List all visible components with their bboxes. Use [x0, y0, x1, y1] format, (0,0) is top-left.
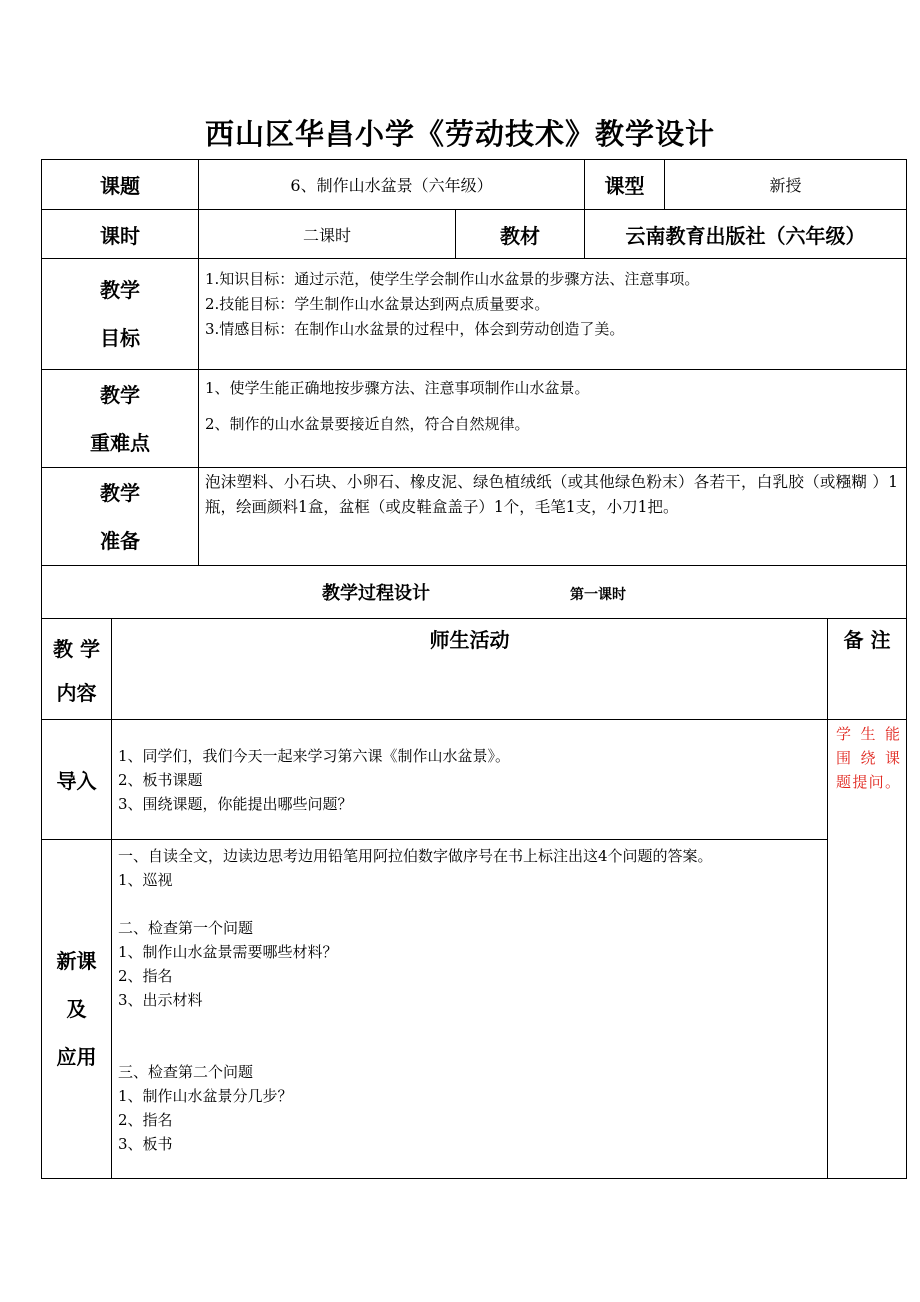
activity-column-header: 师生活动 [112, 619, 828, 720]
new-lesson-label-line1: 新课 [56, 949, 97, 973]
process-title-row [42, 566, 907, 619]
activity-line: 1、巡视 [118, 871, 173, 889]
topic-row [42, 160, 907, 210]
new-lesson-label-line3: 应用 [56, 1045, 97, 1069]
preparation-label-line1: 教学 [100, 480, 140, 505]
note-column-header: 备 注 [828, 619, 907, 720]
note-line: 学 生 能 [836, 725, 900, 743]
intro-row [42, 720, 907, 840]
activity-line: 1、制作山水盆景分几步？ [118, 1087, 293, 1105]
activity-line: 2、指名 [118, 967, 173, 985]
intro-line: 1、同学们，我们今天一起来学习第六课《制作山水盆景》。 [118, 746, 511, 765]
activity-line: 1、制作山水盆景需要哪些材料？ [118, 943, 338, 961]
type-label: 课型 [585, 160, 665, 210]
new-lesson-label-line2: 及 [66, 997, 87, 1021]
intro-line: 3、围绕课题，你能提出哪些问题？ [118, 794, 353, 813]
note-line: 围 绕 课 [836, 749, 900, 767]
content-column-header [42, 619, 112, 720]
key-points-row [42, 370, 907, 468]
lesson-number: 第一课时 [570, 587, 626, 603]
preparation-content: 泡沫塑料、小石块、小卵石、橡皮泥、绿色植绒纸（或其他绿色粉末）各若干，白乳胶（或糨糊 ）1瓶，绘画颜料1盒，盆框（或皮鞋盒盖子）1个，毛笔1支，小刀1把。 [199, 468, 907, 566]
period-label: 课时 [42, 210, 199, 259]
intro-label: 导入 [42, 720, 112, 840]
goals-content [199, 259, 907, 370]
goal-item: 3.情感目标：在制作山水盆景的过程中，体会到劳动创造了美。 [205, 320, 625, 338]
lesson-info-table [41, 159, 907, 619]
key-points-label-line2: 重难点 [90, 430, 150, 455]
period-value: 二课时 [199, 210, 456, 259]
goal-item: 1.知识目标：通过示范，使学生学会制作山水盆景的步骤方法、注意事项。 [205, 270, 700, 288]
process-header-row [42, 619, 907, 720]
textbook-value: 云南教育出版社（六年级） [585, 210, 907, 259]
key-points-label [42, 370, 199, 468]
type-value: 新授 [665, 160, 907, 210]
key-point-item: 2、制作的山水盆景要接近自然，符合自然规律。 [205, 415, 530, 433]
activity-line: 2、指名 [118, 1111, 173, 1129]
new-lesson-content [112, 840, 828, 1179]
content-header-line2: 内容 [56, 681, 97, 705]
goals-label [42, 259, 199, 370]
goals-label-line1: 教学 [100, 278, 140, 302]
note-line: 题提问。 [836, 773, 900, 791]
intro-content [112, 720, 828, 840]
key-points-label-line1: 教学 [100, 382, 140, 407]
goals-label-line2: 目标 [100, 326, 140, 350]
preparation-row [42, 468, 907, 566]
topic-value: 6、制作山水盆景（六年级） [199, 160, 585, 210]
topic-label: 课题 [42, 160, 199, 210]
content-header-line1: 教 学 [53, 637, 100, 661]
process-title [42, 566, 907, 619]
key-point-item: 1、使学生能正确地按步骤方法、注意事项制作山水盆景。 [205, 379, 590, 397]
activity-line: 3、出示材料 [118, 991, 203, 1009]
key-points-content [199, 370, 907, 468]
document-title: 西山区华昌小学《劳动技术》教学设计 [204, 117, 715, 151]
spacer [118, 1036, 827, 1060]
goals-row [42, 259, 907, 370]
activity-line: 二、检查第一个问题 [118, 919, 254, 937]
process-title-text: 教学过程设计 [322, 583, 430, 604]
textbook-label: 教材 [456, 210, 585, 259]
period-row [42, 210, 907, 259]
spacer [118, 1012, 827, 1036]
activity-line: 三、检查第二个问题 [118, 1063, 254, 1081]
spacer [118, 892, 827, 916]
activity-line: 3、板书 [118, 1135, 173, 1153]
activity-line: 一、自读全文，边读边思考边用铅笔用阿拉伯数字做序号在书上标注出这4个问题的答案。 [118, 847, 713, 865]
teacher-note [828, 720, 907, 1179]
preparation-label-line2: 准备 [100, 528, 140, 553]
preparation-label [42, 468, 199, 566]
process-table [41, 618, 907, 1179]
intro-line: 2、板书课题 [118, 770, 203, 789]
new-lesson-label [42, 840, 112, 1179]
new-lesson-row [42, 840, 907, 1179]
goal-item: 2.技能目标：学生制作山水盆景达到两点质量要求。 [205, 295, 550, 313]
